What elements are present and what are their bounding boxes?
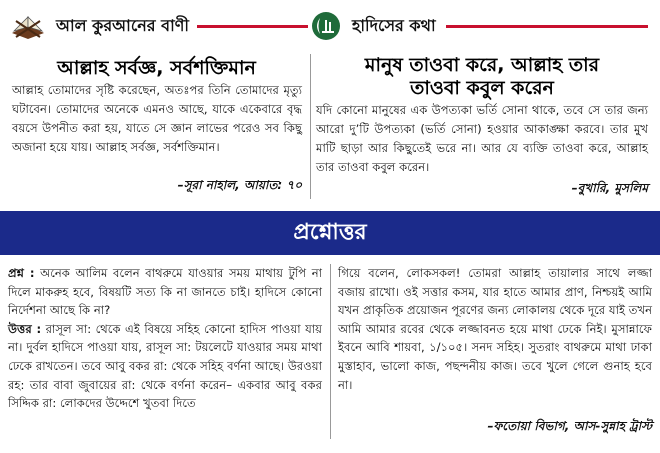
hadith-header-rule [446,25,648,28]
hadith-emblem-icon [308,10,344,42]
question-paragraph [8,264,322,320]
quran-book-icon [8,11,48,41]
qa-right-column [338,264,652,394]
qa-citation: –ফতোয়া বিভাগ, আস-সুন্নাহ ট্রাস্ট [487,419,652,433]
hadith-body: যদি কোনো মানুষের এক উপত্যকা ভর্তি সোনা থাকে, তবে সে তার জন্য আরো দু’টি উপত্যকা (ভর্তি সোনা) হওয়ার আকাঙ্ক্ষা করবে। তার মুখ মাটি ছাড়া আর কিছুতেই ভরে না। আর যে ব্যক্তি তাওবা করে, আল্লাহ তার তাওবা কবুল করেন। [316,103,648,174]
hadith-citation: –বুখারি, মুসলিম [571,181,648,195]
answer-text-part2: গিয়ে বলেন, লোকসকল! তোমরা আল্লাহ তায়ালার সাথে লজ্জা বজায় রাখো। ওই সত্তার কসম, যার হাতে আমার প্রাণ, নিশ্চয়ই আমি যখন প্রাকৃতিক প্রয়োজন পূরণের জন্য লোকালয় থেকে দূরে যাই তখন আমি আমার রবের থেকে লজ্জাবনত হয়ে মাথা ঢেকে নিই। মুসান্নাফে ইবনে আবি শায়বা, ১/১০৫। সনদ সহিহ। সুতরাং বাথরুমে মাথা ঢাকা মুস্তাহাব, ভালো কাজ, পছন্দনীয় কাজ। তবে খুলে গেলে গুনাহ হবে না। [338,266,652,392]
answer-label: উত্তর : [8,321,42,336]
answer-paragraph [8,320,322,413]
quran-header-rule [197,25,308,28]
hadith-article-title [322,54,642,100]
qa-banner [0,211,660,255]
hadith-title-line2: তাওবা কবুল করেন [410,77,554,99]
question-text: অনেক আলিম বলেন বাথরুমে যাওয়ার সময় মাথায় টুপি না দিলে মাকরুহ হবে, বিষয়টি সত্য কি না জানতে চাই। হাদিসে কোনো নির্দেশনা আছে কি না? [8,266,322,318]
qa-banner-title: প্রশ্নোত্তর [293,219,367,245]
quran-body: আল্লাহ তোমাদের সৃষ্টি করেছেন, অতঃপর তিনি তোমাদের মৃত্যু ঘটাবেন। তোমাদের অনেকে এমনও আছে, যাকে একেবারে বৃদ্ধ বয়সে উপনীত করা হয়, যাতে সে জ্ঞান লাভের পরেও সব কিছু অজানা হয়ে যায়। আল্লাহ সর্বজ্ঞ, সর্বশক্তিমান। [12,83,302,154]
quran-citation: –সূরা নাহাল, আয়াত: ৭০ [177,178,302,192]
quran-article-title: আল্লাহ সর্বজ্ঞ, সর্বশক্তিমান [57,57,256,79]
qa-left-column [8,264,322,413]
question-label: প্রশ্ন : [8,266,35,280]
column-divider-bottom [330,264,331,439]
quran-section-title: আল কুরআনের বাণী [56,15,189,35]
hadith-section-title: হাদিসের কথা [352,15,436,35]
quran-header [8,10,308,42]
column-divider-top [310,54,311,199]
answer-text-part1: রাসূল সা: থেকে এই বিষয়ে সহিহ কোনো হাদিস পাওয়া যায় না। দুর্বল হাদিসে পাওয়া যায়, রাসূল সা: টয়লেটে যাওয়ার সময় মাথা ঢেকে রাখতেন। তবে আবু বকর রা: থেকে সহিহ বর্ণনা আছে। উরওয়া রহ: তার বাবা জুবায়ের রা: থেকে বর্ণনা করেন– একবার আবু বকর সিদ্দিক রা: লোকদের উদ্দেশে খুতবা দিতে [8,321,322,411]
hadith-header [308,10,648,42]
hadith-title-line1: মানুষ তাওবা করে, আল্লাহ তার [364,54,600,76]
